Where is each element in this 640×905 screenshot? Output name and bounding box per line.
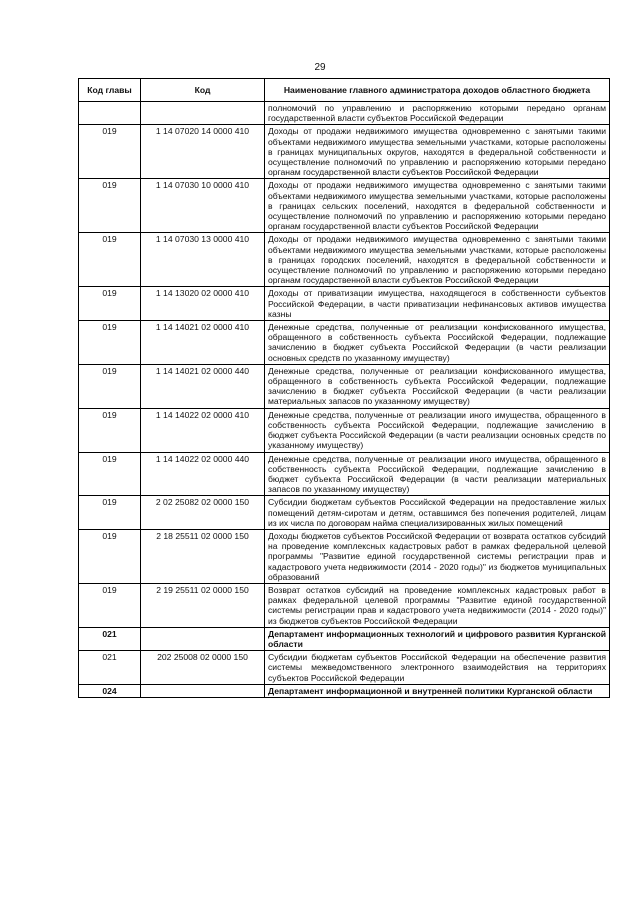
table-body bbox=[79, 102, 610, 698]
revenue-code-cell: 1 14 14022 02 0000 410 bbox=[141, 408, 265, 452]
revenue-code-cell: 1 14 14022 02 0000 440 bbox=[141, 452, 265, 496]
table-row bbox=[79, 179, 610, 233]
administrator-name-cell: Возврат остатков субсидий на проведение комплексных кадастровых работ в рамках федеральной целевой программы "Развитие единой государственной системы регистрации прав и кадастрового учета недвижимости (2014 - 2020 годы)" из бюджетов субъектов Российской Федерации bbox=[265, 583, 610, 627]
administrator-name-cell: Департамент информационной и внутренней политики Курганской области bbox=[265, 684, 610, 697]
administrator-name-cell: Доходы от приватизации имущества, находящегося в собственности субъектов Российской Федерации, в части приватизации нефинансовых активов имущества казны bbox=[265, 287, 610, 321]
revenue-code-cell: 202 25008 02 0000 150 bbox=[141, 651, 265, 685]
revenue-code-cell bbox=[141, 627, 265, 650]
table-row bbox=[79, 102, 610, 125]
chapter-code-cell: 019 bbox=[79, 125, 141, 179]
revenue-code-cell: 1 14 13020 02 0000 410 bbox=[141, 287, 265, 321]
administrator-name-cell: Субсидии бюджетам субъектов Российской Федерации на предоставление жилых помещений детям-сиротам и детям, оставшимся без попечения родителей, лицам из их числа по договорам найма специализированных жилых помещений bbox=[265, 496, 610, 530]
revenue-code-cell bbox=[141, 684, 265, 697]
revenue-code-cell: 1 14 14021 02 0000 440 bbox=[141, 364, 265, 408]
chapter-code-cell: 019 bbox=[79, 408, 141, 452]
administrator-name-cell: Субсидии бюджетам субъектов Российской Федерации на обеспечение развития системы межведомственного электронного взаимодействия на территориях субъектов Российской Федерации bbox=[265, 651, 610, 685]
revenue-administrators-table bbox=[78, 78, 610, 698]
table-row bbox=[79, 452, 610, 496]
administrator-name-cell: Денежные средства, полученные от реализации конфискованного имущества, обращенного в собственность субъекта Российской Федерации, подлежащие зачислению в бюджет субъекта Российской Федерации (в части реализации материальных запасов по указанному имуществу) bbox=[265, 364, 610, 408]
table-section-row bbox=[79, 627, 610, 650]
table-section-row bbox=[79, 684, 610, 697]
revenue-code-cell: 2 19 25511 02 0000 150 bbox=[141, 583, 265, 627]
chapter-code-cell: 019 bbox=[79, 452, 141, 496]
revenue-code-cell: 1 14 07030 13 0000 410 bbox=[141, 233, 265, 287]
table-row bbox=[79, 125, 610, 179]
chapter-code-cell: 024 bbox=[79, 684, 141, 697]
chapter-code-cell: 019 bbox=[79, 287, 141, 321]
administrator-name-cell: Денежные средства, полученные от реализации иного имущества, обращенного в собственность субъекта Российской Федерации, подлежащие зачислению в бюджет субъекта Российской Федерации (в части реализации материальных запасов по указанному имуществу) bbox=[265, 452, 610, 496]
revenue-code-cell: 1 14 14021 02 0000 410 bbox=[141, 321, 265, 365]
administrator-name-cell: Департамент информационных технологий и цифрового развития Курганской области bbox=[265, 627, 610, 650]
administrator-name-cell: Доходы от продажи недвижимого имущества одновременно с занятыми такими объектами недвижимого имущества земельными участками, которые расположены в границах сельских поселений, находятся в федеральной собственности и осуществление полномочий по управлению и распоряжению которыми передано органам государственной власти субъектов Российской Федерации bbox=[265, 179, 610, 233]
administrator-name-cell: Денежные средства, полученные от реализации конфискованного имущества, обращенного в собственность субъекта Российской Федерации, подлежащие зачислению в бюджет субъекта Российской Федерации (в части реализации основных средств по указанному имуществу) bbox=[265, 321, 610, 365]
header-administrator-name: Наименование главного администратора доходов областного бюджета bbox=[265, 79, 610, 102]
chapter-code-cell: 019 bbox=[79, 583, 141, 627]
administrator-name-cell: Денежные средства, полученные от реализации иного имущества, обращенного в собственность субъекта Российской Федерации, подлежащие зачислению в бюджет субъекта Российской Федерации (в части реализации основных средств по указанному имуществу) bbox=[265, 408, 610, 452]
revenue-code-cell: 1 14 07030 10 0000 410 bbox=[141, 179, 265, 233]
administrator-name-cell: Доходы от продажи недвижимого имущества одновременно с занятыми такими объектами недвижимого имущества земельными участками, которые расположены в границах муниципальных округов, находятся в федеральной собственности и осуществление полномочий по управлению и распоряжению которыми передано органам государственной власти субъектов Российской Федерации bbox=[265, 125, 610, 179]
table-header-row bbox=[79, 79, 610, 102]
chapter-code-cell: 019 bbox=[79, 496, 141, 530]
chapter-code-cell: 021 bbox=[79, 627, 141, 650]
revenue-code-cell: 2 18 25511 02 0000 150 bbox=[141, 529, 265, 583]
table-row bbox=[79, 233, 610, 287]
chapter-code-cell: 019 bbox=[79, 179, 141, 233]
table-row bbox=[79, 651, 610, 685]
chapter-code-cell: 019 bbox=[79, 529, 141, 583]
header-chapter-code: Код главы bbox=[79, 79, 141, 102]
revenue-code-cell: 2 02 25082 02 0000 150 bbox=[141, 496, 265, 530]
page-number: 29 bbox=[314, 62, 326, 73]
chapter-code-cell: 019 bbox=[79, 364, 141, 408]
administrator-name-cell: Доходы бюджетов субъектов Российской Федерации от возврата остатков субсидий на проведение комплексных кадастровых работ в рамках федеральной целевой программы "Развитие единой государственной системы регистрации прав и кадастрового учета недвижимости (2014 - 2020 годы)" из бюджетов муниципальных образований bbox=[265, 529, 610, 583]
chapter-code-cell bbox=[79, 102, 141, 125]
table-row bbox=[79, 408, 610, 452]
revenue-code-cell bbox=[141, 102, 265, 125]
table-row bbox=[79, 364, 610, 408]
header-code: Код bbox=[141, 79, 265, 102]
administrator-name-cell: полномочий по управлению и распоряжению которыми передано органам государственной власти субъектов Российской Федерации bbox=[265, 102, 610, 125]
chapter-code-cell: 019 bbox=[79, 233, 141, 287]
table-row bbox=[79, 287, 610, 321]
chapter-code-cell: 019 bbox=[79, 321, 141, 365]
chapter-code-cell: 021 bbox=[79, 651, 141, 685]
table-row bbox=[79, 321, 610, 365]
table-row bbox=[79, 529, 610, 583]
table-row bbox=[79, 583, 610, 627]
administrator-name-cell: Доходы от продажи недвижимого имущества одновременно с занятыми такими объектами недвижимого имущества земельными участками, которые расположены в границах городских поселений, находятся в федеральной собственности и осуществление полномочий по управлению и распоряжению которыми передано органам государственной власти субъектов Российской Федерации bbox=[265, 233, 610, 287]
table-row bbox=[79, 496, 610, 530]
revenue-code-cell: 1 14 07020 14 0000 410 bbox=[141, 125, 265, 179]
